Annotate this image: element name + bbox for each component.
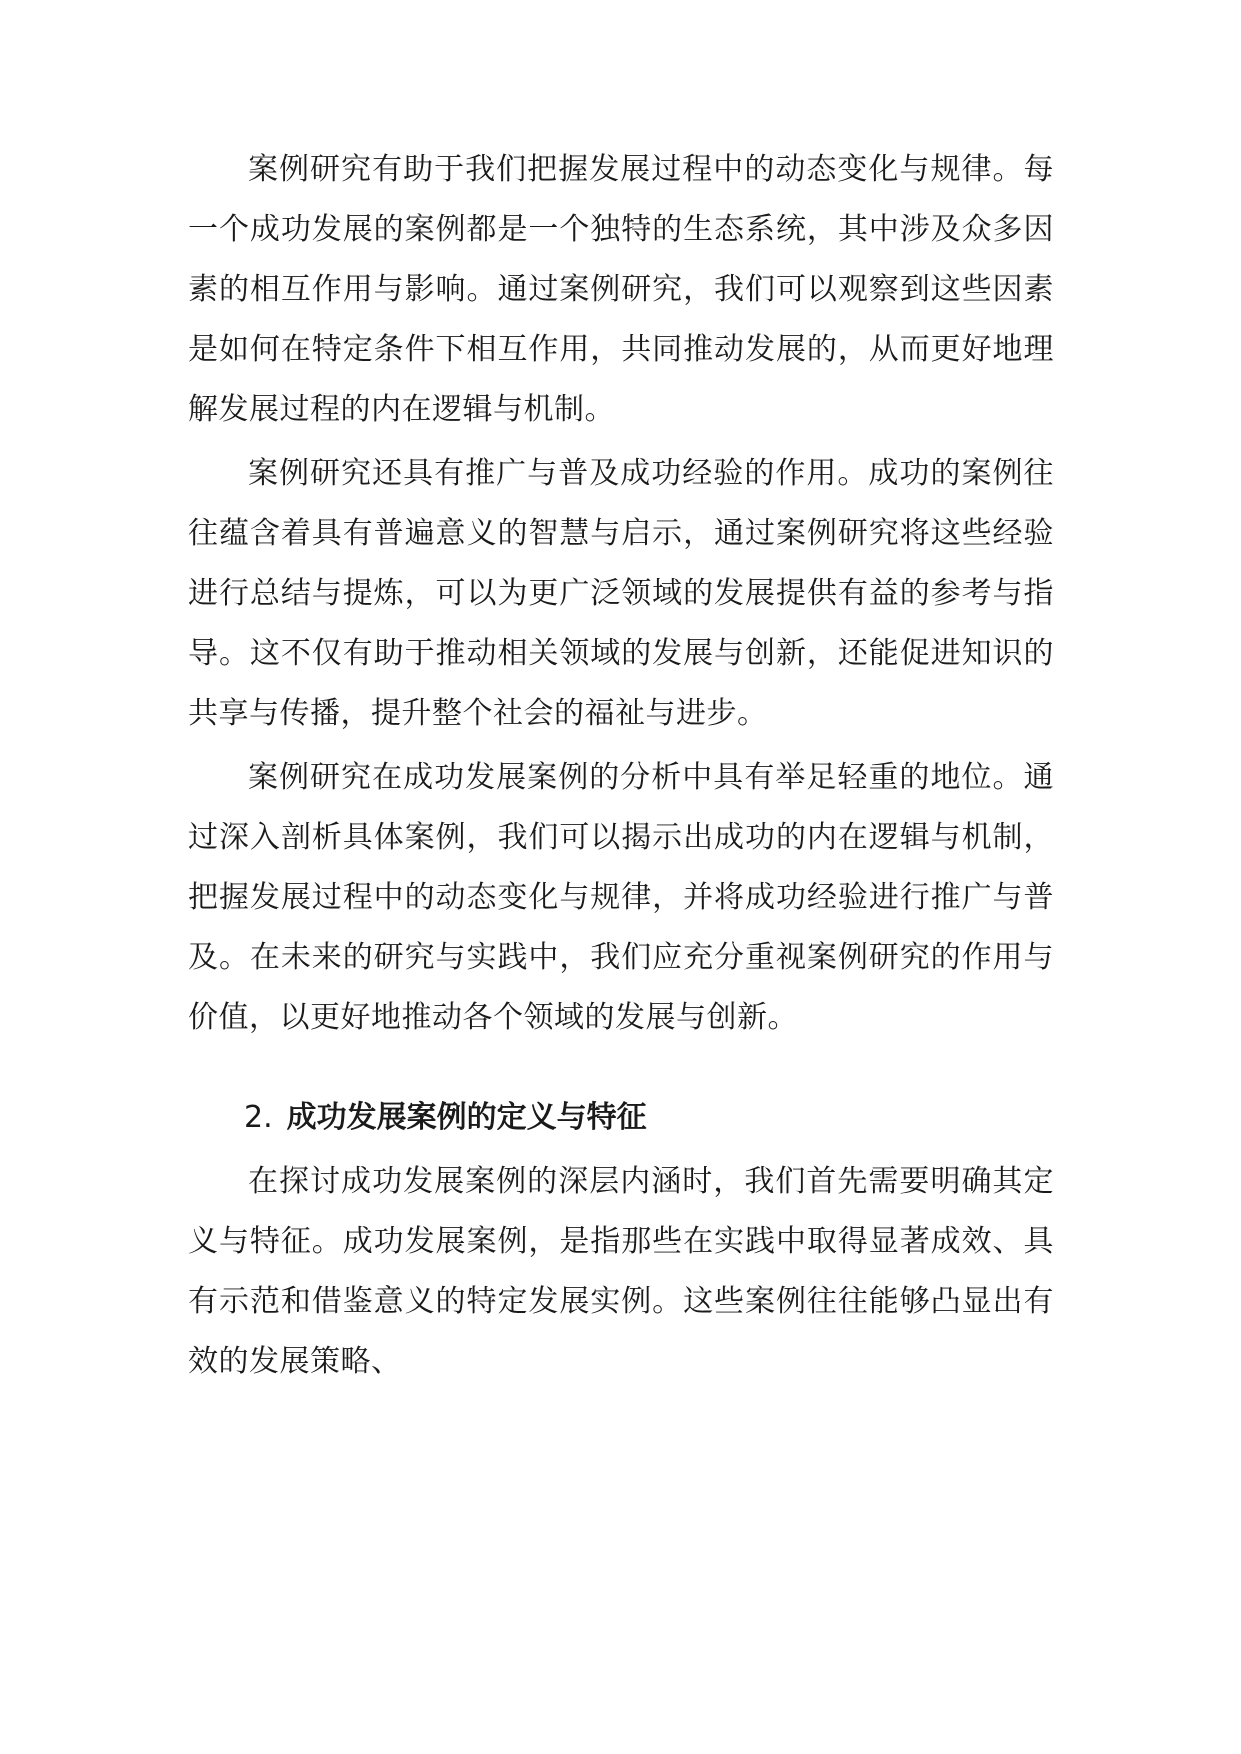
body-paragraph-1: 案例研究有助于我们把握发展过程中的动态变化与规律。每一个成功发展的案例都是一个独特的生态系统，其中涉及众多因素的相互作用与影响。通过案例研究，我们可以观察到这些因素是如何在特定条件下相互作用，共同推动发展的，从而更好地理解发展过程的内在逻辑与机制。: [188, 152, 1054, 427]
body-paragraph-2: 案例研究还具有推广与普及成功经验的作用。成功的案例往往蕴含着具有普遍意义的智慧与启示，通过案例研究将这些经验进行总结与提炼，可以为更广泛领域的发展提供有益的参考与指导。这不仅有助于推动相关领域的发展与创新，还能促进知识的共享与传播，提升整个社会的福祉与进步。: [188, 456, 1054, 731]
body-paragraph-3: 案例研究在成功发展案例的分析中具有举足轻重的地位。通过深入剖析具体案例，我们可以揭示出成功的内在逻辑与机制，把握发展过程中的动态变化与规律，并将成功经验进行推广与普及。在未来的研究与实践中，我们应充分重视案例研究的作用与价值，以更好地推动各个领域的发展与创新。: [188, 760, 1054, 1035]
section-number: 2.: [244, 1100, 273, 1135]
section-title: 成功发展案例的定义与特征: [286, 1100, 647, 1135]
section-heading: [188, 1088, 1054, 1148]
body-paragraph-4: 在探讨成功发展案例的深层内涵时，我们首先需要明确其定义与特征。成功发展案例，是指那些在实践中取得显著成效、具有示范和借鉴意义的特定发展实例。这些案例往往能够凸显出有效的发展策略、: [188, 1164, 1054, 1379]
document-page: [188, 140, 1054, 1392]
